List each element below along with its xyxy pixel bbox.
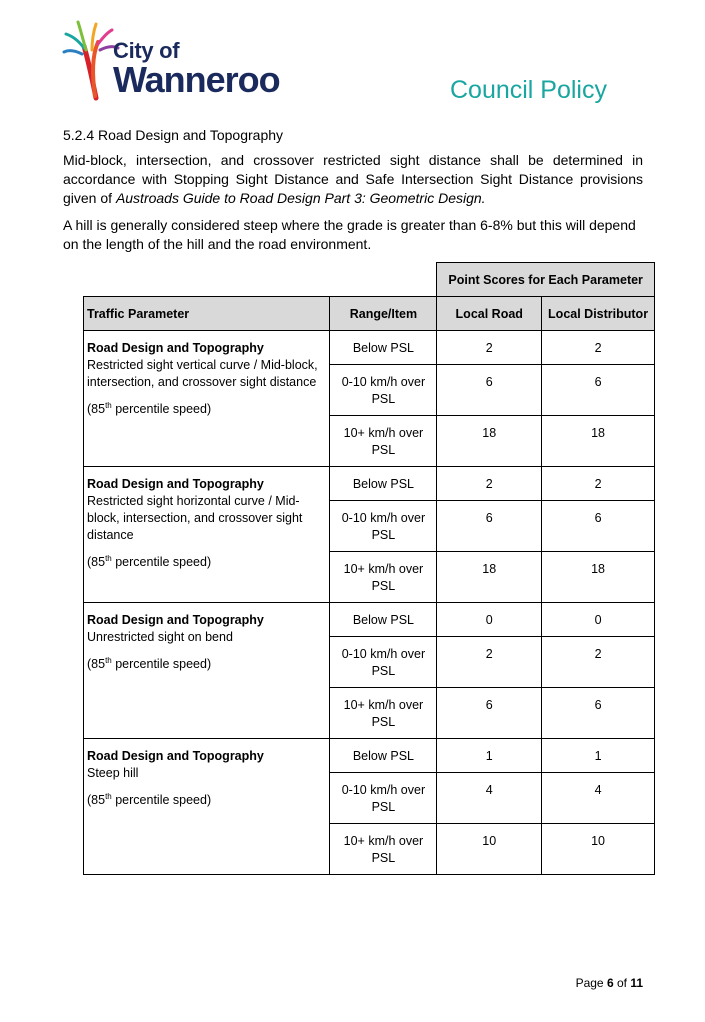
parameter-description: Steep hill bbox=[87, 766, 139, 780]
speed-note-prefix: (85 bbox=[87, 402, 106, 417]
parameter-title: Road Design and Topography bbox=[87, 613, 264, 627]
traffic-parameter-cell bbox=[84, 739, 330, 875]
range-cell: 10+ km/h over PSL bbox=[330, 552, 437, 603]
speed-note-prefix: (85 bbox=[87, 657, 106, 672]
table-row bbox=[84, 467, 655, 501]
parameter-description: Unrestricted sight on bend bbox=[87, 630, 233, 644]
traffic-parameter-cell bbox=[84, 603, 330, 739]
section-heading: 5.2.4 Road Design and Topography bbox=[63, 127, 284, 143]
local-distributor-score: 2 bbox=[542, 467, 655, 501]
range-cell: Below PSL bbox=[330, 331, 437, 365]
parameter-title: Road Design and Topography bbox=[87, 749, 264, 763]
table-body bbox=[84, 331, 655, 875]
speed-note-sup: th bbox=[105, 656, 112, 665]
speed-note-prefix: (85 bbox=[87, 555, 106, 570]
paragraph-steep-hill: A hill is generally considered steep where the grade is greater than 6-8% but this will depend on the length of the hill and the road environment. bbox=[63, 217, 636, 252]
range-cell: 0-10 km/h over PSL bbox=[330, 637, 437, 688]
range-cell: Below PSL bbox=[330, 739, 437, 773]
range-cell: 0-10 km/h over PSL bbox=[330, 773, 437, 824]
table-row bbox=[84, 739, 655, 773]
local-road-score: 18 bbox=[437, 416, 542, 467]
column-header-traffic-parameter: Traffic Parameter bbox=[84, 297, 330, 331]
local-road-score: 2 bbox=[437, 467, 542, 501]
local-road-score: 2 bbox=[437, 637, 542, 688]
speed-note bbox=[87, 652, 325, 673]
local-road-score: 6 bbox=[437, 501, 542, 552]
point-scores-header: Point Scores for Each Parameter bbox=[437, 263, 655, 297]
local-distributor-score: 6 bbox=[542, 501, 655, 552]
local-road-score: 6 bbox=[437, 688, 542, 739]
table-column-header-row bbox=[84, 297, 655, 331]
speed-note-suffix: percentile speed) bbox=[111, 555, 212, 570]
table-group-header-row bbox=[84, 263, 655, 297]
local-distributor-score: 18 bbox=[542, 552, 655, 603]
speed-note-suffix: percentile speed) bbox=[111, 657, 212, 672]
local-distributor-score: 6 bbox=[542, 688, 655, 739]
column-header-local-road: Local Road bbox=[437, 297, 542, 331]
local-distributor-score: 6 bbox=[542, 365, 655, 416]
logo-text-wanneroo: Wanneroo bbox=[113, 59, 280, 100]
city-logo bbox=[62, 18, 302, 108]
page-prefix: Page bbox=[575, 976, 607, 990]
local-distributor-score: 4 bbox=[542, 773, 655, 824]
traffic-parameter-cell bbox=[84, 467, 330, 603]
speed-note-sup: th bbox=[105, 792, 112, 801]
page-of: of bbox=[613, 976, 631, 990]
local-distributor-score: 1 bbox=[542, 739, 655, 773]
local-road-score: 1 bbox=[437, 739, 542, 773]
speed-note-sup: th bbox=[105, 401, 112, 410]
range-cell: Below PSL bbox=[330, 467, 437, 501]
range-cell: 10+ km/h over PSL bbox=[330, 824, 437, 875]
local-distributor-score: 10 bbox=[542, 824, 655, 875]
parameter-title: Road Design and Topography bbox=[87, 341, 264, 355]
speed-note bbox=[87, 788, 325, 809]
local-road-score: 10 bbox=[437, 824, 542, 875]
local-distributor-score: 2 bbox=[542, 637, 655, 688]
table-empty-header-cell bbox=[84, 263, 437, 297]
local-road-score: 6 bbox=[437, 365, 542, 416]
local-road-score: 0 bbox=[437, 603, 542, 637]
range-cell: 10+ km/h over PSL bbox=[330, 688, 437, 739]
parameter-title: Road Design and Topography bbox=[87, 477, 264, 491]
table-row bbox=[84, 603, 655, 637]
local-road-score: 4 bbox=[437, 773, 542, 824]
speed-note bbox=[87, 397, 325, 418]
page-current: 6 bbox=[606, 976, 614, 990]
speed-note bbox=[87, 550, 325, 571]
paragraph-sight-distance-text: Mid-block, intersection, and crossover restricted sight distance shall be determined in accordance with Stopping Sight Distance and Safe Intersection Sight Distance provisions given of bbox=[63, 152, 643, 206]
page-total: 11 bbox=[630, 976, 643, 990]
point-scores-table bbox=[83, 262, 655, 875]
column-header-range: Range/Item bbox=[330, 297, 437, 331]
speed-note-suffix: percentile speed) bbox=[111, 793, 212, 808]
speed-note-sup: th bbox=[105, 554, 112, 563]
range-cell: Below PSL bbox=[330, 603, 437, 637]
page-number bbox=[576, 976, 643, 990]
local-road-score: 2 bbox=[437, 331, 542, 365]
local-distributor-score: 2 bbox=[542, 331, 655, 365]
parameter-description: Restricted sight horizontal curve / Mid-block, intersection, and crossover sight distance bbox=[87, 494, 303, 542]
traffic-parameter-cell bbox=[84, 331, 330, 467]
range-cell: 0-10 km/h over PSL bbox=[330, 365, 437, 416]
range-cell: 10+ km/h over PSL bbox=[330, 416, 437, 467]
section-content bbox=[63, 127, 643, 262]
parameter-description: Restricted sight vertical curve / Mid-block, intersection, and crossover sight distance bbox=[87, 358, 318, 389]
local-distributor-score: 0 bbox=[542, 603, 655, 637]
column-header-local-distributor: Local Distributor bbox=[542, 297, 655, 331]
local-distributor-score: 18 bbox=[542, 416, 655, 467]
policy-title: Council Policy bbox=[449, 76, 607, 104]
speed-note-prefix: (85 bbox=[87, 793, 106, 808]
reference-title: Austroads Guide to Road Design Part 3: Geometric Design. bbox=[115, 190, 486, 206]
speed-note-suffix: percentile speed) bbox=[111, 402, 212, 417]
logo-text-city-of: City of bbox=[113, 38, 180, 63]
range-cell: 0-10 km/h over PSL bbox=[330, 501, 437, 552]
local-road-score: 18 bbox=[437, 552, 542, 603]
paragraph-sight-distance bbox=[63, 151, 643, 208]
table-row bbox=[84, 331, 655, 365]
